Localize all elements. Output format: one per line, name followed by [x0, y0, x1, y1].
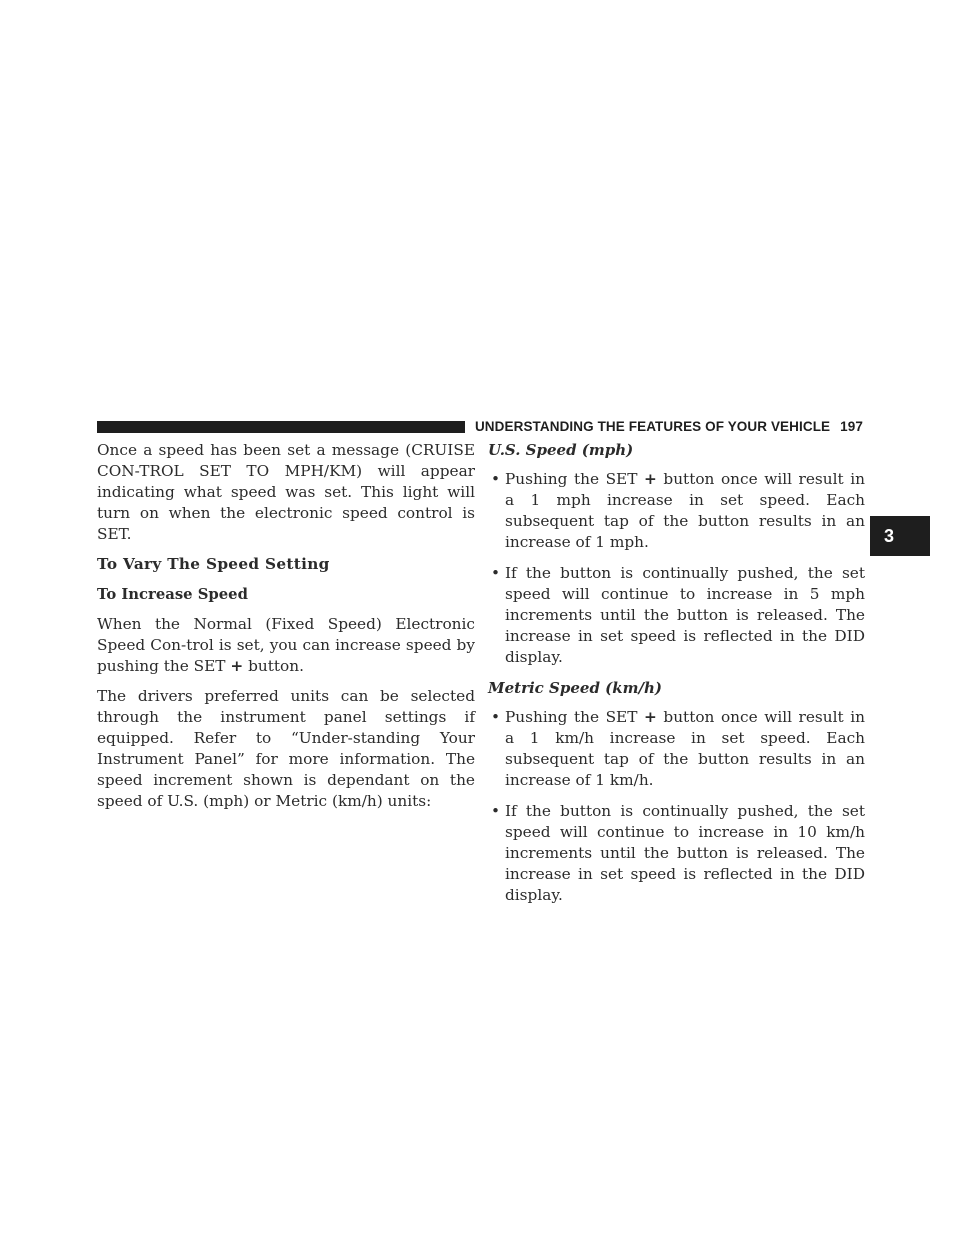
intro-paragraph: Once a speed has been set a message (CRUISE CON-TROL SET TO MPH/KM) will appear indicating what speed was set. This light will turn on when the electronic speed control is SET. [97, 441, 475, 543]
item-text: If the button is continually pushed, the set speed will continue to increase in 5 mph increments until the button is released. The increase in set speed is reflected in the DID display. [505, 564, 865, 666]
bullet-icon: • [491, 564, 501, 582]
section-heading: To Vary The Speed Setting [97, 555, 330, 573]
chapter-tab[interactable]: 3 [870, 516, 930, 556]
bullet-icon: • [491, 470, 501, 488]
list-item [488, 801, 865, 906]
plus-symbol: + [644, 470, 657, 488]
metric-speed-heading: Metric Speed (km/h) [488, 679, 662, 697]
us-speed-list [488, 469, 865, 668]
metric-speed-list [488, 707, 865, 906]
item-text: Pushing the SET [505, 470, 638, 488]
increase-speed-paragraph [97, 614, 475, 677]
item-text: If the button is continually pushed, the set speed will continue to increase in 10 km/h increments until the button is released. The increase in set speed is reflected in the DID display. [505, 802, 865, 904]
item-text: Pushing the SET [505, 708, 638, 726]
bullet-icon: • [491, 708, 501, 726]
units-paragraph: The drivers preferred units can be selected through the instrument panel settings if equipped. Refer to “Under-standing Your Instrument Panel” for more information. The speed increment shown is dependant on the speed of U.S. (mph) or Metric (km/h) units: [97, 687, 475, 810]
plus-symbol: + [230, 657, 244, 675]
section-title: UNDERSTANDING THE FEATURES OF YOUR VEHICLE [474, 419, 831, 434]
list-item [488, 469, 865, 553]
item-text: button once will result in a 1 km/h increase in set speed. Each subsequent tap of the button results in an increase of 1 km/h. [505, 708, 865, 789]
header-bar [97, 421, 491, 433]
list-item [488, 563, 865, 668]
running-header [465, 418, 863, 436]
right-column [488, 440, 865, 916]
plus-symbol: + [644, 708, 657, 726]
paragraph-text: When the Normal (Fixed Speed) Electronic Speed Con-trol is set, you can increase speed by pushing the SET [97, 615, 475, 675]
page-number: 197 [840, 419, 863, 434]
us-speed-heading: U.S. Speed (mph) [488, 441, 634, 459]
paragraph-text: button. [248, 657, 304, 675]
list-item [488, 707, 865, 791]
left-column [97, 440, 475, 821]
item-text: button once will result in a 1 mph increase in set speed. Each subsequent tap of the button results in an increase of 1 mph. [505, 470, 865, 551]
bullet-icon: • [491, 802, 501, 820]
subsection-heading: To Increase Speed [97, 586, 248, 603]
